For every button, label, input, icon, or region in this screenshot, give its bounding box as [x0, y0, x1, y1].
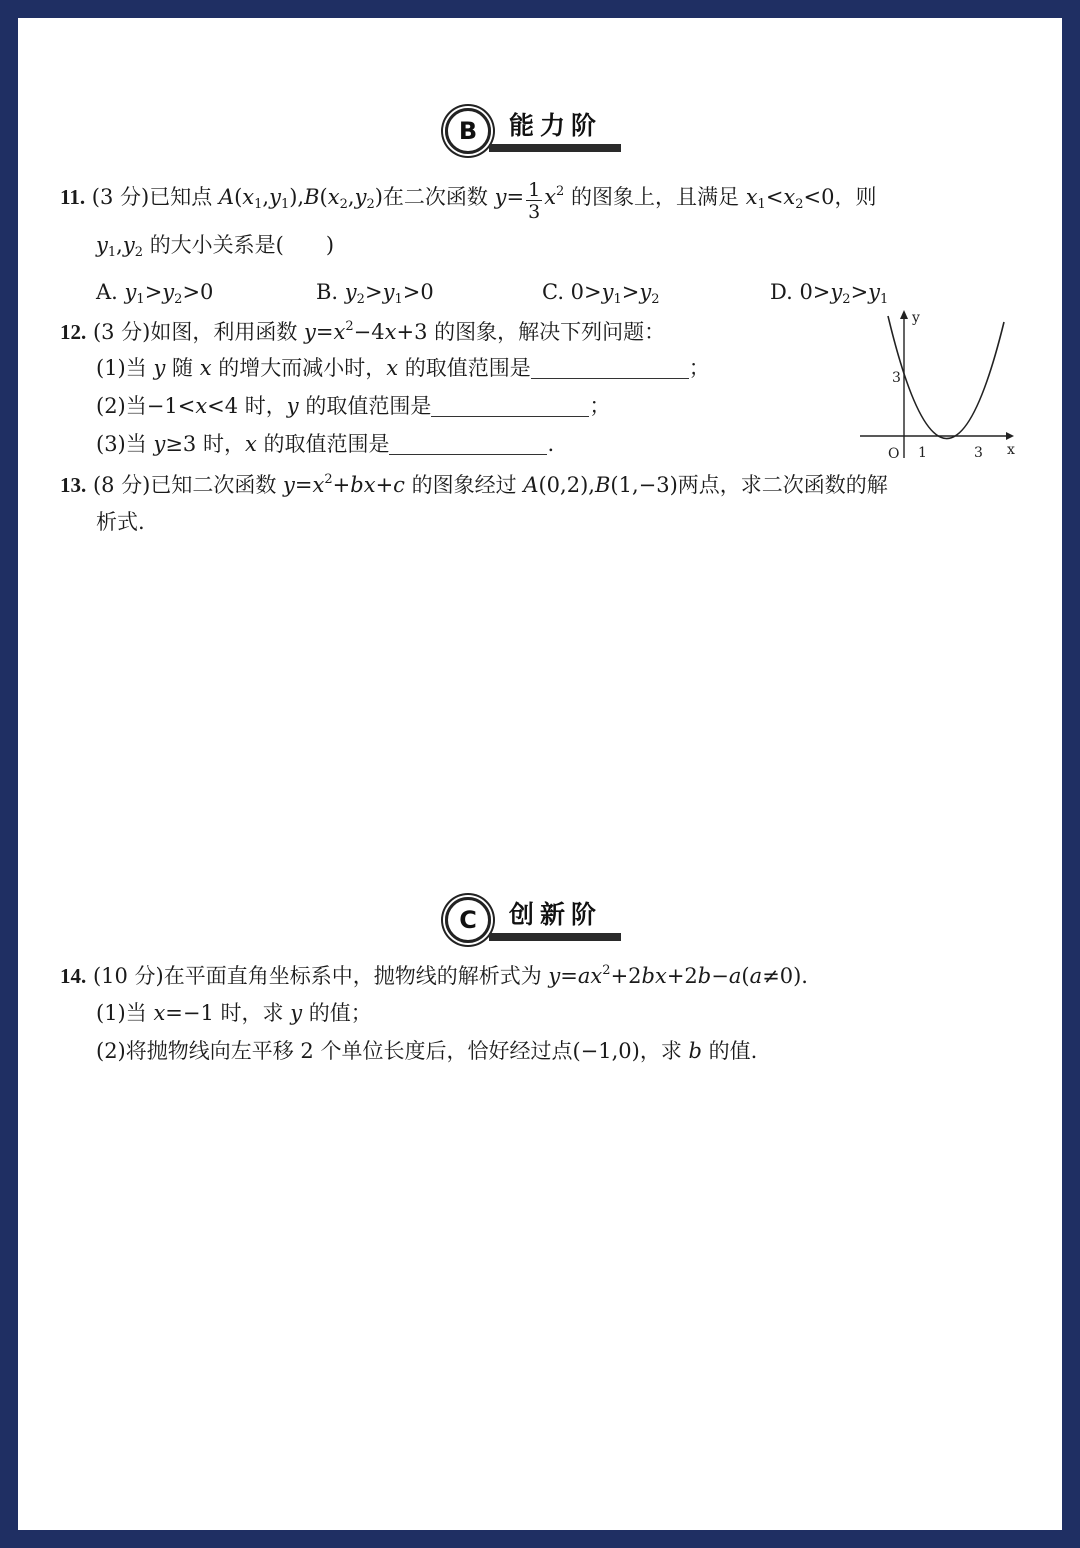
q11-option-c[interactable]: C. $0>y_1>y_2$: [542, 280, 660, 307]
q11-text-d: ，则: [834, 185, 877, 209]
q14-answer-space[interactable]: [60, 1078, 1020, 1498]
q11-score: (3 分): [91, 185, 150, 209]
graph-x1-label: 1: [918, 445, 927, 461]
q11-option-d[interactable]: D. $0>y_2>y_1$: [770, 280, 889, 307]
parabola-curve: [888, 316, 1004, 439]
graph-x3-label: 3: [974, 445, 983, 461]
q14-text-a: 在平面直角坐标系中，抛物线的解析式为: [163, 964, 542, 989]
q11-line1: [60, 181, 877, 222]
x-axis-arrow-icon: [1006, 432, 1014, 440]
section-c-underline: [489, 933, 621, 941]
section-b-title: 能力阶: [509, 111, 603, 140]
section-c-title: 创新阶: [509, 900, 603, 929]
q14-line1: [60, 964, 808, 987]
q12-part2: (2)当−1<x<4 时，y 的取值范围是 ；: [96, 394, 611, 418]
q11-text-b: 在二次函数: [382, 185, 488, 209]
q12-number: 12.: [60, 320, 87, 345]
q11-text-a: 已知点: [149, 185, 213, 209]
q11-number: 11.: [60, 185, 86, 209]
q12-line1: [60, 320, 665, 343]
worksheet-page: [18, 18, 1062, 1530]
q12-function: $y=x^2-4x+3$: [304, 319, 428, 345]
q11-condition: $x_1<x_2<0$: [745, 185, 835, 212]
section-c-badge: C: [445, 897, 491, 943]
q12-part3: (3)当 y≥3 时，x 的取值范围是 .: [96, 432, 555, 456]
q13-points: A(0,2),B(1,−3): [523, 473, 678, 498]
graph-y-label: y: [912, 310, 920, 326]
q11-line2-end: 的大小关系是( ): [149, 233, 335, 257]
graph-origin-label: O: [888, 446, 900, 462]
q13-text-a: 已知二次函数: [150, 473, 277, 498]
section-b-header: [445, 104, 625, 164]
q12-text-a: 如图，利用函数: [150, 320, 298, 345]
q14-part2: (2)将抛物线向左平移 2 个单位长度后，恰好经过点(−1,0)，求 b 的值.: [96, 1039, 758, 1063]
q13-text-b: 的图象经过: [411, 473, 517, 498]
q11-vars: $y_1,y_2$: [96, 233, 143, 260]
graph-y3-label: 3: [892, 370, 901, 386]
q13-number: 13.: [60, 473, 87, 498]
q11-line2: [96, 235, 334, 259]
q11-function: y= $\frac{1}{3}$ $x^2$: [494, 179, 565, 223]
q14-score: (10 分): [92, 964, 164, 989]
q11-option-a[interactable]: A. $y_1>y_2>0$: [96, 280, 214, 307]
q12-part2-blank[interactable]: [431, 398, 589, 417]
q14-part1: (1)当 x=−1 时，求 y 的值；: [96, 1001, 372, 1025]
q14-function: $y=ax^2+2bx+2b-a(a\ne 0)$.: [548, 963, 808, 989]
q11-text-c: 的图象上，且满足: [571, 185, 739, 209]
q11-option-b[interactable]: B. $y_2>y_1>0$: [316, 280, 434, 307]
q11-points: $A(x_1,y_1),B(x_2,y_2)$: [218, 185, 383, 212]
q13-line2: 析式.: [96, 510, 145, 534]
q13-function: $y=x^2+bx+c$: [283, 472, 405, 498]
section-b-underline: [489, 144, 621, 152]
section-b-badge: B: [445, 108, 491, 154]
q12-part1-blank[interactable]: [531, 360, 689, 379]
y-axis-arrow-icon: [900, 310, 908, 319]
q13-answer-space[interactable]: [60, 548, 1020, 878]
q12-part1: (1)当 y 随 x 的增大而减小时，x 的取值范围是 ；: [96, 356, 710, 380]
q11-fraction: $\frac{1}{3}$: [528, 179, 541, 223]
q14-number: 14.: [60, 964, 87, 989]
q12-score: (3 分): [92, 320, 151, 345]
q12-text-b: 的图象，解决下列问题：: [434, 320, 666, 345]
section-c-header: [445, 893, 625, 953]
graph-x-label: x: [1007, 442, 1015, 458]
q12-parabola-graph: [856, 308, 1016, 468]
q12-part3-blank[interactable]: [389, 436, 547, 455]
q13-score: (8 分): [92, 473, 151, 498]
q13-line1: [60, 473, 888, 496]
q13-text-c: 两点，求二次函数的解: [677, 473, 888, 498]
